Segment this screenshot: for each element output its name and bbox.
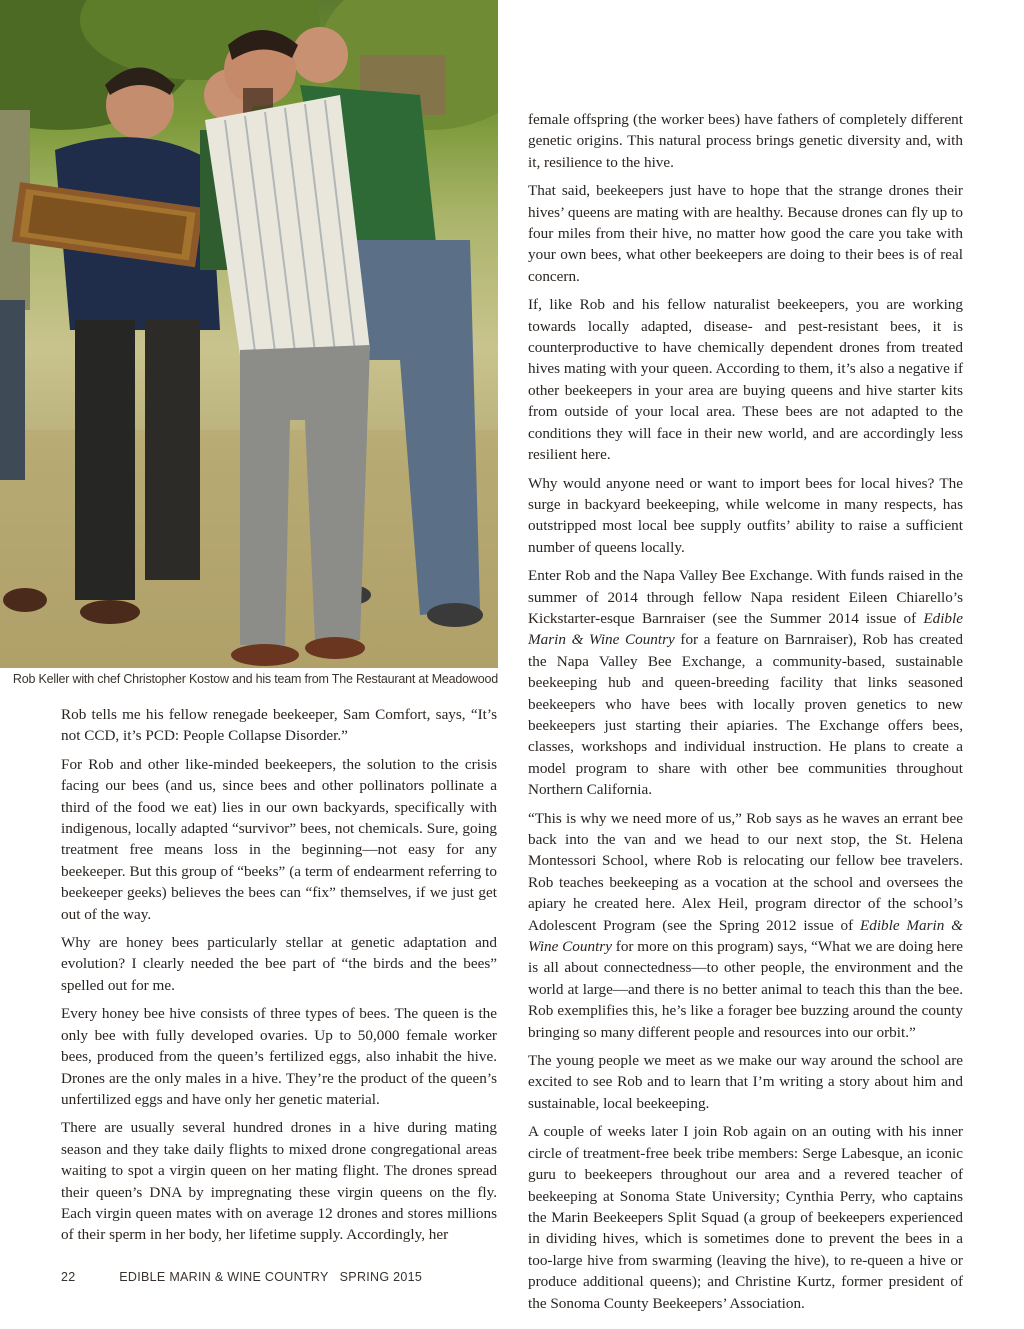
page-number: 22 — [61, 1270, 76, 1284]
paragraph — [528, 808, 963, 1043]
publication-info: EDIBLE MARIN & WINE COUNTRY SPRING 2015 — [119, 1270, 423, 1284]
paragraph: Every honey bee hive consists of three types of bees. The queen is the only bee with fully developed ovaries. Up to 50,000 female worker bees, produced from the queen’s fertilized eggs, also inhabit the hive. Drones are the only males in a hive. They’re the product of the queen’s unfertilized eggs and have only her genetic material. — [61, 1005, 497, 1108]
text-run: Enter Rob and the Napa Valley Bee Exchange. With funds raised in the summer of 2014 through fellow Napa resident Eileen Chiarello’s Kickstarter-esque Barnraiser (see the Summer 2014 issue of — [528, 567, 963, 627]
text-run: for more on this program) says, “What we are doing here is all about connectedness—to other people, the environment and the world at large—and there is no better animal to teach this than the bee. Rob exemplifies this, he’s like a forager bee buzzing around the county bringing so many different people and resources into our orbit.” — [528, 938, 963, 1041]
paragraph: Why are honey bees particularly stellar at genetic adaptation and evolution? I clearly needed the bee part of “the birds and the bees” spelled out for me. — [61, 934, 497, 994]
paragraph: The young people we meet as we make our way around the school are excited to see Rob and to learn that I’m writing a story about him and sustainable, local beekeeping. — [528, 1052, 963, 1112]
paragraph: That said, beekeepers just have to hope that the strange drones their hives’ queens are mating with are healthy. Because drones can fly up to four miles from their hive, no matter how good the care you take with your own bees, what other beekeepers are doing to their bees is of real concern. — [528, 182, 963, 285]
paragraph: For Rob and other like-minded beekeepers, the solution to the crisis facing our bees (and us, since bees and other pollinators pollinate a third of the food we eat) lies in our own backyards, specifically with indigenous, locally adapted “survivor” bees, not chemicals. Sure, going treatment free means loss in the beginning—not easy for any beekeeper. But this group of “beeks” (a term of endearment referring to beekeeper geeks) believes the bees can “fix” themselves, if we just get out of the way. — [61, 755, 497, 923]
photo-caption: Rob Keller with chef Christopher Kostow and his team from The Restaurant at Meadowood — [12, 672, 498, 686]
paragraph — [528, 565, 963, 800]
text-run: for a feature on Barnraiser), Rob has created the Napa Valley Bee Exchange, a community-based, sustainable beekeeping hub and queen-breeding facility that links seasoned beekeepers who have bees with locally proven genetics to new beekeepers just starting their apiaries. The Exchange offers bees, classes, workshops and individual instruction. He plans to create a model program to share with other bee communities throughout Northern California. — [528, 631, 963, 799]
article-column-right — [528, 109, 963, 1321]
magazine-title: Edible Marin & Wine Country — [528, 609, 963, 649]
beekeepers-photo-illustration — [0, 0, 498, 668]
page-footer — [61, 1270, 422, 1284]
paragraph: Rob tells me his fellow renegade beekeeper, Sam Comfort, says, “It’s not CCD, it’s PCD: People Collapse Disorder.” — [61, 706, 497, 745]
paragraph: A couple of weeks later I join Rob again on an outing with his inner circle of treatment-free beek tribe members: Serge Labesque, an iconic guru to beekeepers throughout our area and a revered teacher of beekeeping at Sonoma State University; Cynthia Perry, who captains the Marin Beekeepers Split Squad (a group of beekeepers experienced in dividing hives, which is sometimes done to prevent the bees in a too-large hive from swarming (leaving the hive), to re-queen a hive or produce additional queens); and Christine Kurtz, former president of the Sonoma County Beekeepers’ Association. — [528, 1123, 963, 1312]
article-photo — [0, 0, 498, 668]
paragraph: There are usually several hundred drones in a hive during mating season and they take daily flights to mixed drone congregational areas waiting to spot a virgin queen on her mating flight. The drones spread their queen’s DNA by impregnating these virgin queens on the fly. Each virgin queen mates with on average 12 drones and stores millions of their sperm in her body, her lifetime supply. Accordingly, her — [61, 1119, 497, 1244]
paragraph: If, like Rob and his fellow naturalist beekeepers, you are working towards locally adapted, disease- and pest-resistant bees, it is counterproductive to have chemically dependent drones from treated hives mating with your queen. According to them, it’s also a negative if other beekeepers in your area are buying queens and hive starter kits from outside of your local area. These bees are not adapted to the conditions they will face in their new world, and are accordingly less resilient here. — [528, 296, 963, 464]
text-run: “This is why we need more of us,” Rob says as he waves an errant bee back into the van and we head to our next stop, the St. Helena Montessori School, where Rob is relocating our fellow bee travelers. Rob teaches beekeeping as a vocation at the school and oversees the apiary he created here. Alex Heil, program director of the school’s Adolescent Program (see the Spring 2012 issue of — [528, 809, 963, 934]
paragraph: female offspring (the worker bees) have fathers of completely different genetic origins. This natural process brings genetic diversity and, with it, resilience to the hive. — [528, 111, 963, 171]
magazine-title: Edible Marin & Wine Country — [528, 916, 963, 956]
paragraph: Why would anyone need or want to import bees for local hives? The surge in backyard beekeeping, while welcome in many respects, has outstripped most local bee supply outfits’ ability to raise a sufficient number of queens locally. — [528, 474, 963, 556]
article-column-left — [61, 704, 497, 1253]
